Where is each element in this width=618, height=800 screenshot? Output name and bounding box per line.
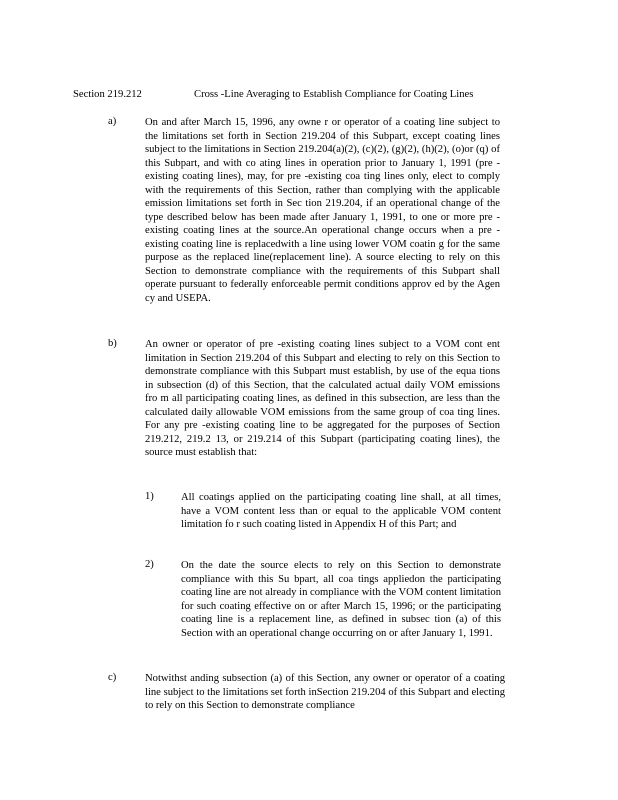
section-heading [73, 88, 513, 102]
paragraph-text: On and after March 15, 1996, any owne r or operator of a coating line subject to the limitations set forth in Section 219.204 of this Subpart, except coating lines subject to the limitations in Section 219.204(a)(2), (c)(2), (g)(2), (h)(2), (o)or (q) of this Subpart, and with co ating lines in operation prior to January 1, 1991 (pre -existing coating lines), may, for pre -existing coa ting lines only, elect to comply with the requirements of this Section, rather than complying with the applicable emission limitations set forth in Sec tion 219.204, if an operational change of the type described below has been made after January 1, 1991, to one or more pre -existing coating lines at the source.An operational change occurs when a pre -existing coating line is replacedwith a line using lower VOM coatin g for the same purpose as the replaced line(replacement line). A source electing to rely on this Section to demonstrate compliance with the requirements of this Subpart shall operate pursuant to federally enforceable permit conditions approv ed by the Agen cy and USEPA. [145, 117, 500, 304]
subparagraph-text: All coatings applied on the participating coating line shall, at all times, have a VOM content less than or equal to the applicable VOM content limitation fo r such coating listed in Appendix H of this Part; and [181, 492, 501, 530]
paragraph-label: b) [108, 338, 117, 349]
section-title: Cross -Line Averaging to Establish Compliance for Coating Lines [194, 89, 474, 100]
subparagraph-text: On the date the source elects to rely on this Section to demonstrate compliance with this Su bpart, all coa tings appliedon the participating coating line are not already in compliance with the VOM content limitation for such coating effective on or after March 15, 1996; or the participating coating line is a replacement line, as defined in subsec tion (a) of this Section with an operational change occurring on or after January 1, 1991. [181, 560, 501, 639]
paragraph-label: c) [108, 672, 117, 683]
section-number: Section 219.212 [73, 89, 142, 100]
paragraph-text: Notwithst anding subsection (a) of this Section, any owner or operator of a coating line subject to the limitations set forth inSection 219.204 of this Subpart and electing to rely on this Section to demonstrate compliance [145, 673, 505, 711]
paragraph-text: An owner or operator of pre -existing coating lines subject to a VOM cont ent limitation in Section 219.204 of this Subpart and electing to rely on this Section to demonstrate compliance with this Subpart must establish, by use of the equa tions in subsection (d) of this Section, that the calculated actual daily VOM emissions fro m all participating coating lines, as defined in this subsection, are less than the calculated daily allowable VOM emissions from the same group of coa ting lines. For any pre -existing coating line to be aggregated for the purposes of Section 219.212, 219.2 13, or 219.214 of this Subpart (participating coating lines), the source must establish that: [145, 339, 500, 458]
subparagraph-label: 2) [145, 559, 154, 570]
subparagraph-label: 1) [145, 491, 154, 502]
paragraph-label: a) [108, 116, 117, 127]
